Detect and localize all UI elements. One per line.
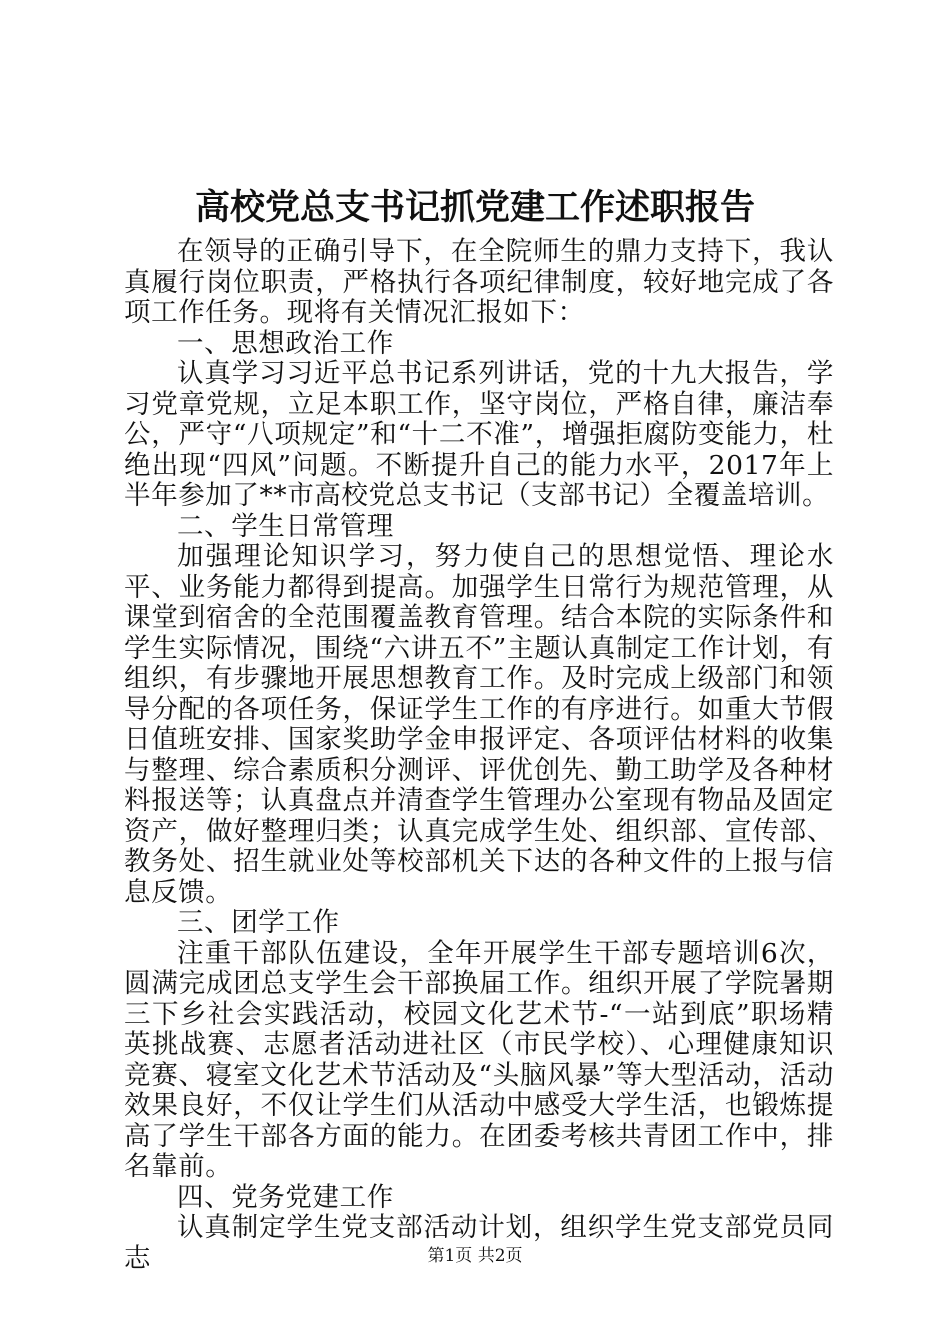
section-heading-3: 三、团学工作 — [177, 907, 340, 938]
section-heading-1: 一、思想政治工作 — [177, 327, 394, 359]
section-paragraph-4: 认真制定学生党支部活动计划，组织学生党支部党员同志 — [124, 1212, 834, 1274]
section-paragraph-1: 认真学习习近平总书记系列讲话，党的十九大报告，学习党章党规，立足本职工作，坚守岗位，严格自律，廉洁奉公，严守“八项规定”和“十二不准”，增强拒腐防变能力，杜绝出现“四风”问题。不断提升自己的能力水平，2017年上半年参加了**市高校党总支书记（支部书记）全覆盖培训。 — [124, 358, 834, 511]
section-heading-4: 四、党务党建工作 — [177, 1181, 394, 1213]
document-title: 高校党总支书记抓党建工作述职报告 — [194, 187, 755, 228]
document-body — [124, 237, 834, 1274]
intro-paragraph: 在领导的正确引导下，在全院师生的鼎力支持下，我认真履行岗位职责，严格执行各项纪律制度，较好地完成了各项工作任务。现将有关情况汇报如下： — [124, 236, 834, 328]
page-footer: 第1页 共2页 — [427, 1246, 523, 1266]
section-heading-2: 二、学生日常管理 — [177, 510, 394, 542]
section-paragraph-3: 注重干部队伍建设，全年开展学生干部专题培训6次，圆满完成团总支学生会干部换届工作。组织开展了学院暑期三下乡社会实践活动，校园文化艺术节-“一站到底”职场精英挑战赛、志愿者活动进社区（市民学校）、心理健康知识竞赛、寝室文化艺术节活动及“头脑风暴”等大型活动，活动效果良好，不仅让学生们从活动中感受大学生活，也锻炼提高了学生干部各方面的能力。在团委考核共青团工作中，排名靠前。 — [124, 937, 834, 1182]
section-paragraph-2: 加强理论知识学习，努力使自己的思想觉悟、理论水平、业务能力都得到提高。加强学生日常行为规范管理，从课堂到宿舍的全范围覆盖教育管理。结合本院的实际条件和学生实际情况，围绕“六讲五不”主题认真制定工作计划，有组织，有步骤地开展思想教育工作。及时完成上级部门和领导分配的各项任务，保证学生工作的有序进行。如重大节假日值班安排、国家奖助学金申报评定、各项评估材料的收集与整理、综合素质积分测评、评优创先、勤工助学及各种材料报送等；认真盘点并清查学生管理办公室现有物品及固定资产，做好整理归类；认真完成学生处、组织部、宣传部、教务处、招生就业处等校部机关下达的各种文件的上报与信息反馈。 — [124, 541, 834, 908]
